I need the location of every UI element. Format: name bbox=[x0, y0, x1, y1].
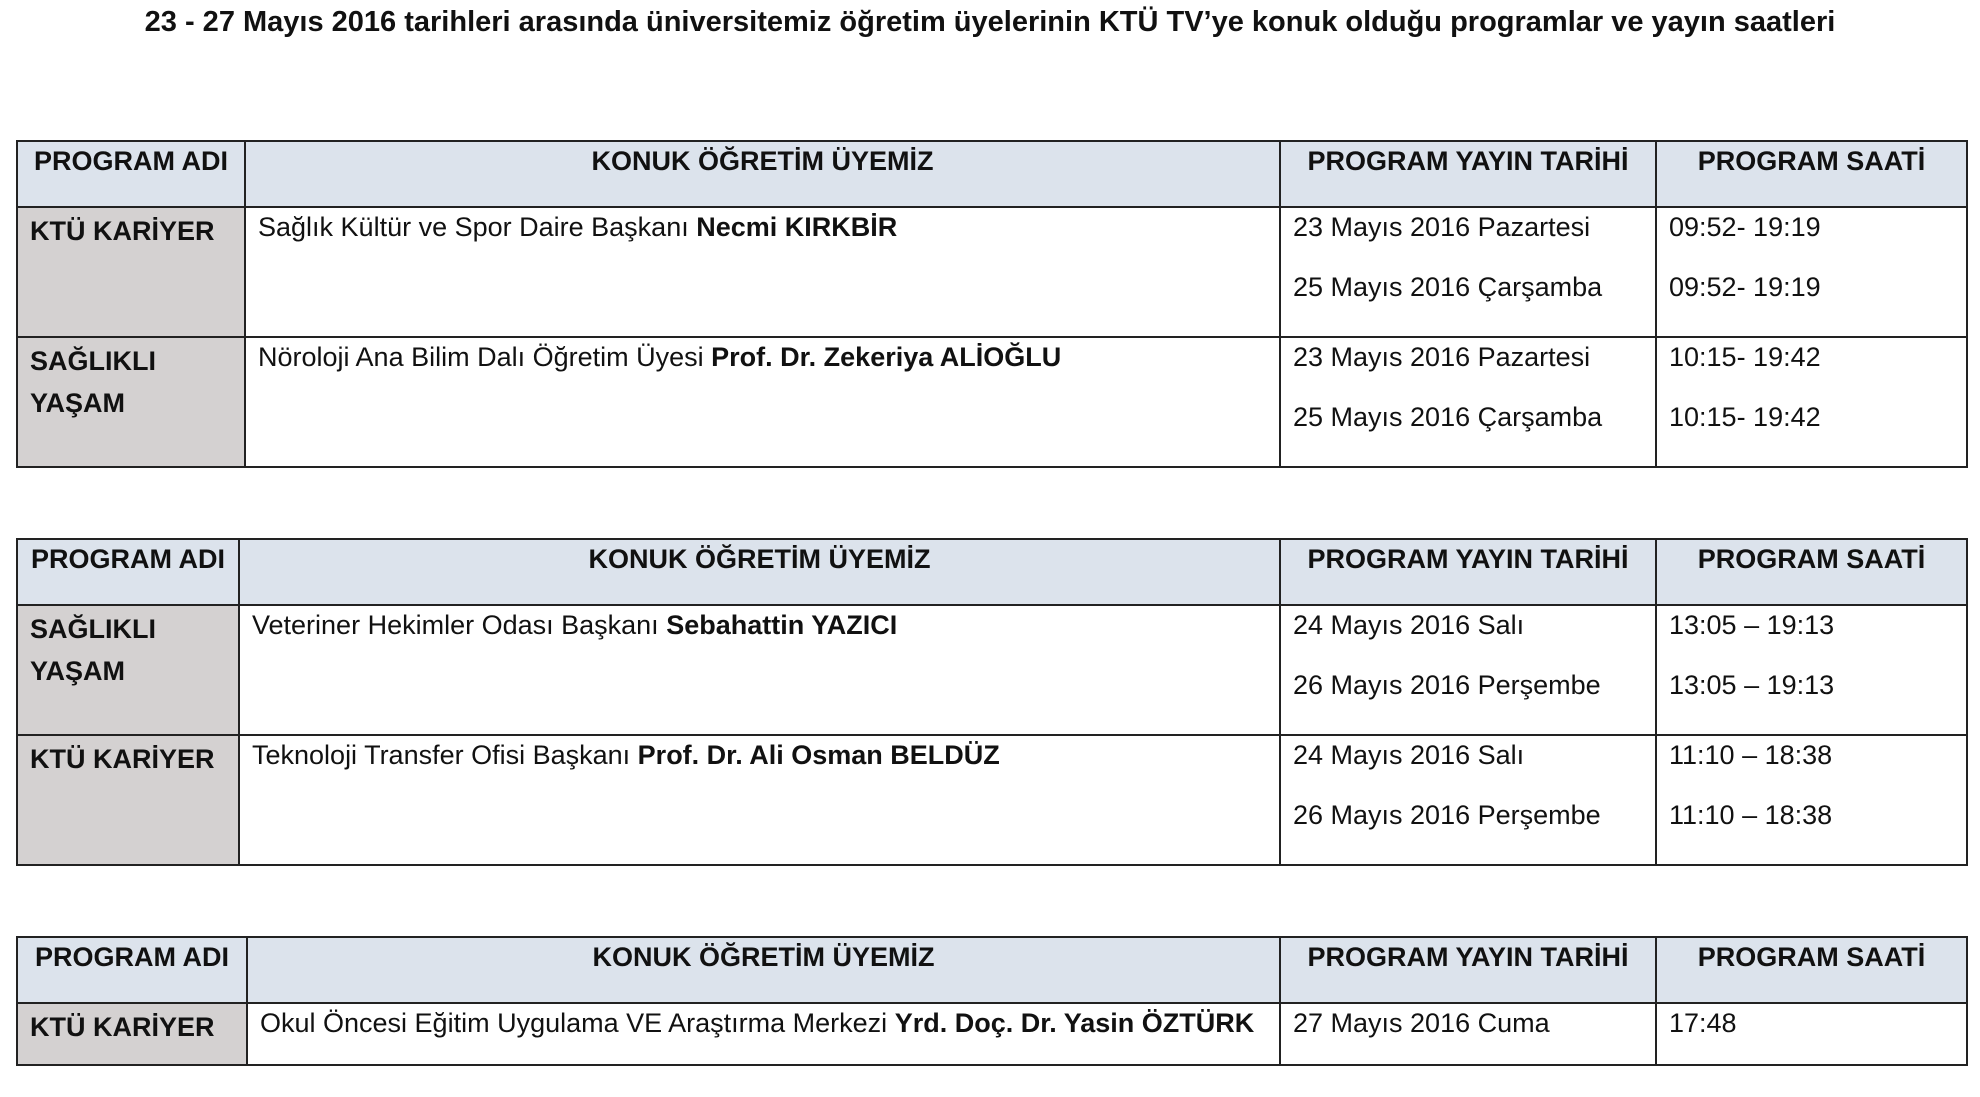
broadcast-dates: 24 Mayıs 2016 Salı 26 Mayıs 2016 Perşembe bbox=[1280, 605, 1656, 735]
page-title: 23 - 27 Mayıs 2016 tarihleri arasında üniversitemiz öğretim üyelerinin KTÜ TV’ye konuk olduğu programlar ve yayın saatleri bbox=[144, 6, 1836, 38]
table-row bbox=[17, 207, 1967, 337]
broadcast-times: 13:05 – 19:13 13:05 – 19:13 bbox=[1656, 605, 1967, 735]
guest-name: Necmi KIRKBİR bbox=[696, 212, 898, 242]
guest-cell: Sağlık Kültür ve Spor Daire Başkanı Necmi KIRKBİR bbox=[245, 207, 1280, 337]
guest-name: Prof. Dr. Ali Osman BELDÜZ bbox=[637, 740, 1000, 770]
broadcast-times: 11:10 – 18:38 11:10 – 18:38 bbox=[1656, 735, 1967, 865]
program-name: KTÜ KARİYER bbox=[17, 207, 245, 337]
broadcast-dates: 27 Mayıs 2016 Cuma bbox=[1280, 1003, 1656, 1065]
header-time: PROGRAM SAATİ bbox=[1656, 937, 1967, 1003]
header-time: PROGRAM SAATİ bbox=[1656, 539, 1967, 605]
guest-cell: Okul Öncesi Eğitim Uygulama VE Araştırma Merkezi Yrd. Doç. Dr. Yasin ÖZTÜRK bbox=[247, 1003, 1280, 1065]
header-date: PROGRAM YAYIN TARİHİ bbox=[1280, 141, 1656, 207]
header-date: PROGRAM YAYIN TARİHİ bbox=[1280, 539, 1656, 605]
schedule-table-1 bbox=[16, 140, 1968, 468]
schedule-table-3 bbox=[16, 936, 1968, 1066]
table-row bbox=[17, 337, 1967, 467]
header-program: PROGRAM ADI bbox=[17, 937, 247, 1003]
program-name: SAĞLIKLI YAŞAM bbox=[17, 605, 239, 735]
program-name: KTÜ KARİYER bbox=[17, 1003, 247, 1065]
guest-cell: Nöroloji Ana Bilim Dalı Öğretim Üyesi Prof. Dr. Zekeriya ALİOĞLU bbox=[245, 337, 1280, 467]
broadcast-times: 10:15- 19:42 10:15- 19:42 bbox=[1656, 337, 1967, 467]
header-program: PROGRAM ADI bbox=[17, 141, 245, 207]
guest-cell: Teknoloji Transfer Ofisi Başkanı Prof. Dr. Ali Osman BELDÜZ bbox=[239, 735, 1280, 865]
header-guest: KONUK ÖĞRETİM ÜYEMİZ bbox=[247, 937, 1280, 1003]
table-row bbox=[17, 605, 1967, 735]
table-header-row bbox=[17, 539, 1967, 605]
guest-name: Yrd. Doç. Dr. Yasin ÖZTÜRK bbox=[894, 1008, 1255, 1038]
table-header-row bbox=[17, 141, 1967, 207]
program-name: SAĞLIKLI YAŞAM bbox=[17, 337, 245, 467]
header-time: PROGRAM SAATİ bbox=[1656, 141, 1967, 207]
broadcast-dates: 23 Mayıs 2016 Pazartesi 25 Mayıs 2016 Çarşamba bbox=[1280, 337, 1656, 467]
table-row bbox=[17, 735, 1967, 865]
guest-name: Prof. Dr. Zekeriya ALİOĞLU bbox=[711, 342, 1062, 372]
program-name: KTÜ KARİYER bbox=[17, 735, 239, 865]
guest-name: Sebahattin YAZICI bbox=[666, 610, 898, 640]
broadcast-dates: 24 Mayıs 2016 Salı 26 Mayıs 2016 Perşembe bbox=[1280, 735, 1656, 865]
header-date: PROGRAM YAYIN TARİHİ bbox=[1280, 937, 1656, 1003]
schedule-table-2 bbox=[16, 538, 1968, 866]
header-program: PROGRAM ADI bbox=[17, 539, 239, 605]
table-header-row bbox=[17, 937, 1967, 1003]
broadcast-dates: 23 Mayıs 2016 Pazartesi 25 Mayıs 2016 Çarşamba bbox=[1280, 207, 1656, 337]
broadcast-times: 17:48 bbox=[1656, 1003, 1967, 1065]
guest-cell: Veteriner Hekimler Odası Başkanı Sebahattin YAZICI bbox=[239, 605, 1280, 735]
table-row bbox=[17, 1003, 1967, 1065]
broadcast-times: 09:52- 19:19 09:52- 19:19 bbox=[1656, 207, 1967, 337]
header-guest: KONUK ÖĞRETİM ÜYEMİZ bbox=[239, 539, 1280, 605]
header-guest: KONUK ÖĞRETİM ÜYEMİZ bbox=[245, 141, 1280, 207]
